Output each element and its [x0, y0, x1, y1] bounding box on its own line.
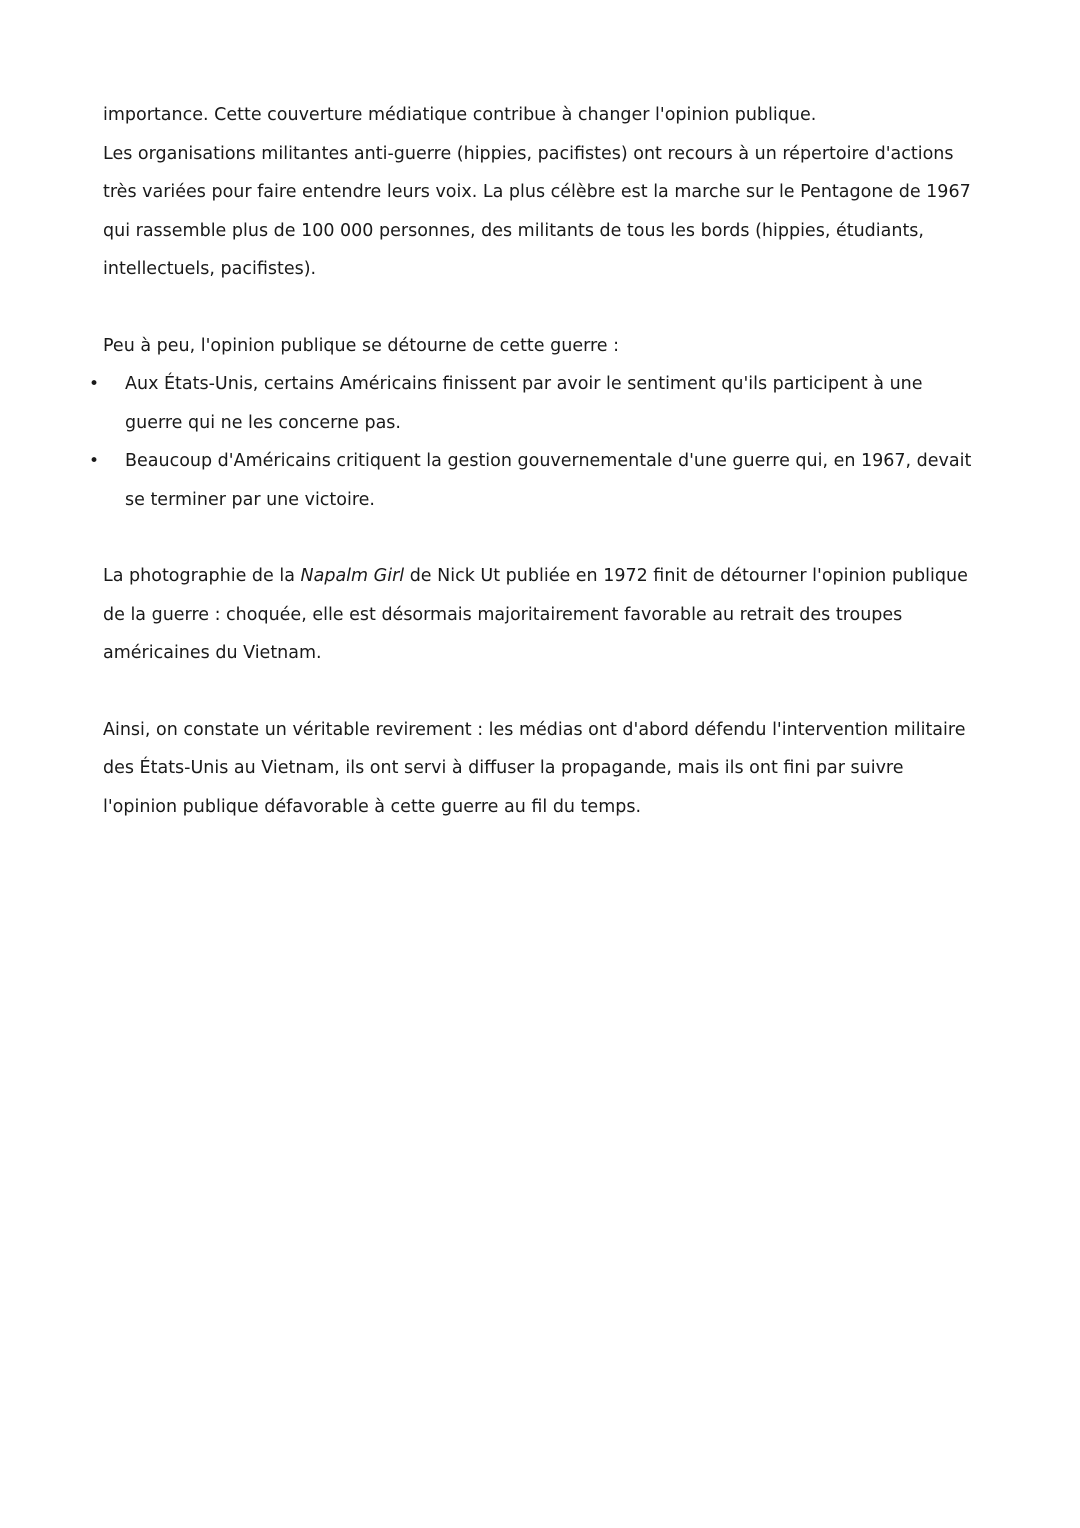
- list-item: [89, 442, 983, 519]
- text-run: de Nick Ut publiée en 1972 finit de détourner l'opinion publique de la guerre : choquée, elle est désormais majoritairement favorable au retrait des troupes américaines du Vietnam.: [103, 566, 968, 663]
- document-body: [89, 96, 983, 826]
- bullet-icon: •: [89, 451, 100, 471]
- bullet-icon: •: [89, 374, 100, 394]
- list-item-text: Aux États-Unis, certains Américains finissent par avoir le sentiment qu'ils participent à une guerre qui ne les concerne pas.: [125, 374, 923, 433]
- paragraph-media-coverage: importance. Cette couverture médiatique contribue à changer l'opinion publique.: [103, 105, 817, 125]
- bullet-list: [89, 365, 983, 519]
- paragraph-antiwar-organizations: Les organisations militantes anti-guerre (hippies, pacifistes) ont recours à un répertoire d'actions très variées pour faire entendre leurs voix. La plus célèbre est la marche sur le Pentagone de 1967 qui rassemble plus de 100 000 personnes, des militants de tous les bords (hippies, étudiants, intellectuels, pacifistes).: [103, 143, 971, 279]
- paragraph-gap: [103, 519, 983, 557]
- text-run: La photographie de la: [103, 566, 301, 586]
- paragraph-conclusion: Ainsi, on constate un véritable revirement : les médias ont d'abord défendu l'intervention militaire des États-Unis au Vietnam, ils ont servi à diffuser la propagande, mais ils ont fini par suivre l'opinion publique défavorable à cette guerre au fil du temps.: [103, 719, 966, 817]
- paragraph-gap: [103, 289, 983, 327]
- paragraph-opinion-shift-intro: Peu à peu, l'opinion publique se détourne de cette guerre :: [103, 335, 620, 356]
- paragraph-napalm-girl: [103, 557, 983, 673]
- paragraph-gap: [103, 673, 983, 711]
- list-item-text: Beaucoup d'Américains critiquent la gestion gouvernementale d'une guerre qui, en 1967, devait se terminer par une victoire.: [125, 451, 972, 510]
- photo-title-italic: Napalm Girl: [300, 566, 405, 586]
- list-item: [89, 365, 983, 442]
